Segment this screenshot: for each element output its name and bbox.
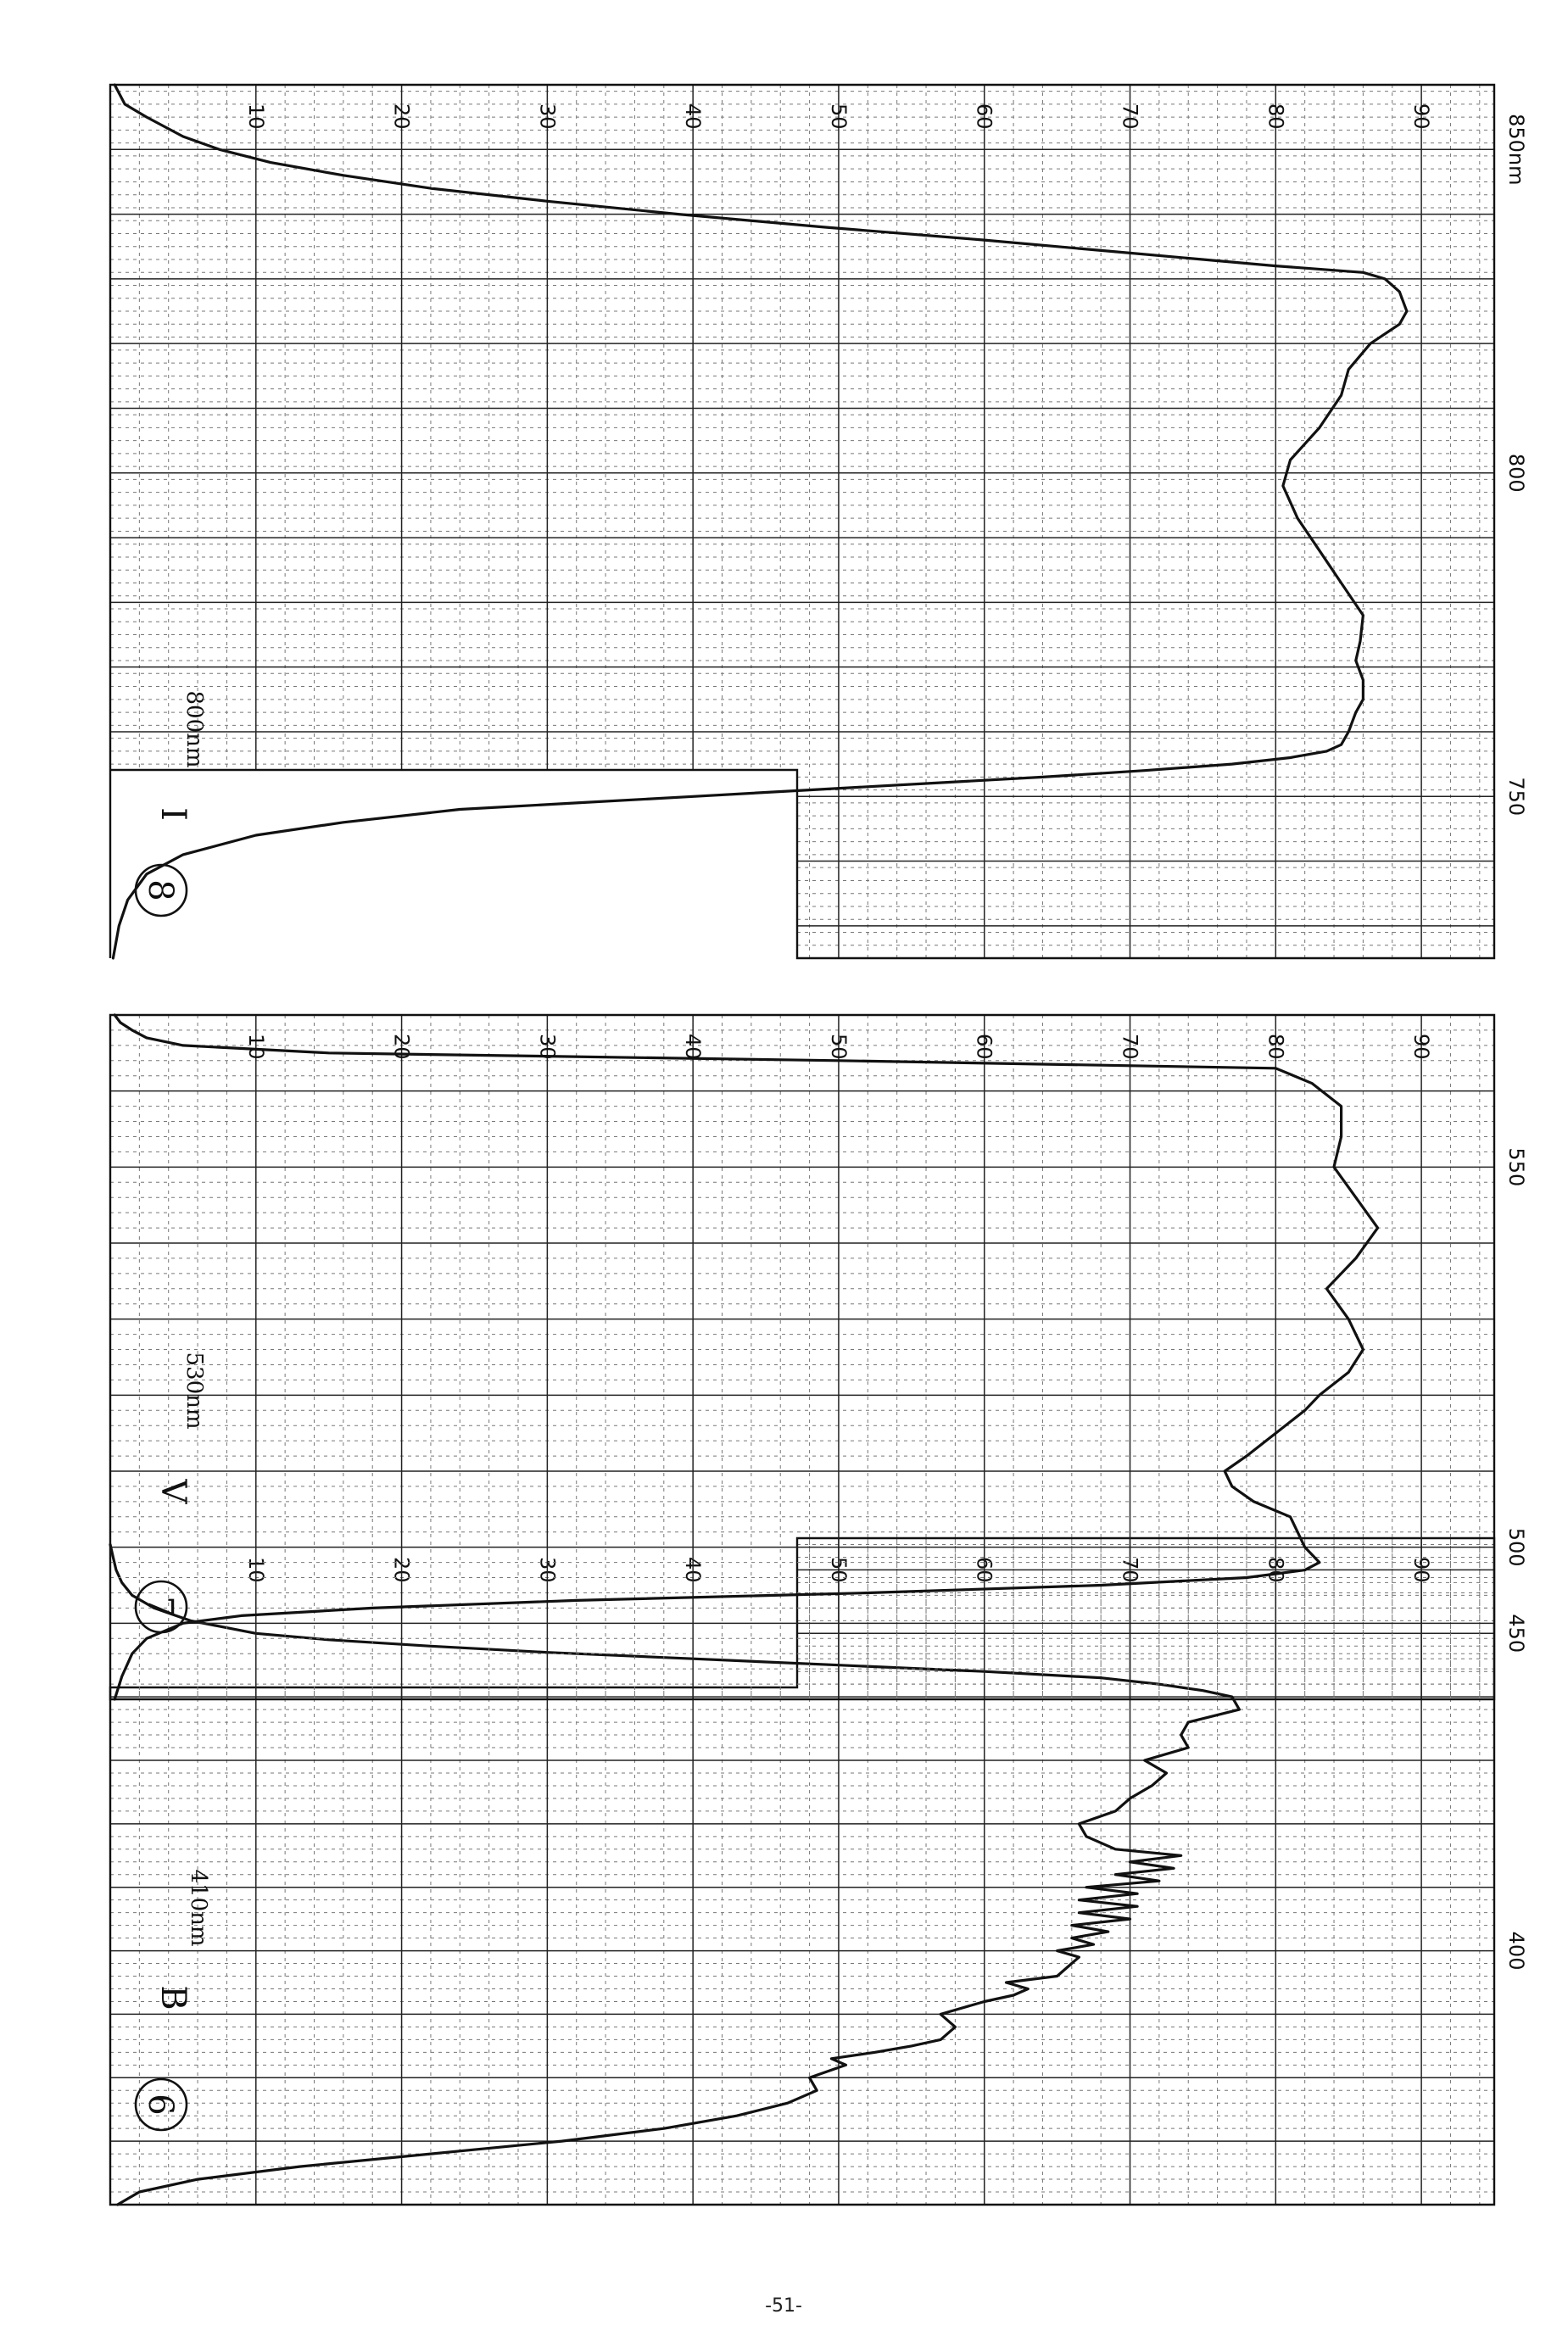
wavelength-tick-label: 850nm bbox=[1504, 114, 1528, 186]
plot-frame bbox=[110, 1015, 1494, 1699]
panel-number: 7 bbox=[141, 1596, 180, 1618]
percent-tick-label: 80 bbox=[1264, 1034, 1288, 1060]
percent-tick-label: 80 bbox=[1264, 103, 1288, 130]
transmission-curve bbox=[113, 85, 1407, 958]
wavelength-tick-label: 750 bbox=[1504, 777, 1528, 817]
grid bbox=[110, 1015, 1494, 1699]
center-wavelength-label: 410nm bbox=[186, 1869, 211, 1947]
percent-tick-label: 90 bbox=[1409, 103, 1434, 130]
wavelength-tick-label: 400 bbox=[1504, 1931, 1528, 1971]
percent-tick-label: 30 bbox=[535, 1034, 560, 1060]
percent-tick-label: 10 bbox=[243, 1034, 268, 1060]
percent-tick-label: 70 bbox=[1118, 1034, 1142, 1060]
band-label: B bbox=[153, 1985, 193, 2010]
percent-tick-label: 30 bbox=[535, 103, 560, 130]
percent-tick-label: 60 bbox=[972, 1034, 996, 1060]
wavelength-tick-label: 500 bbox=[1504, 1527, 1528, 1567]
percent-tick-label: 80 bbox=[1264, 1557, 1288, 1583]
percent-tick-label: 10 bbox=[243, 1557, 268, 1583]
center-wavelength-label: 800nm bbox=[181, 690, 207, 768]
panel-number: 6 bbox=[141, 2094, 180, 2116]
percent-tick-label: 90 bbox=[1409, 1034, 1434, 1060]
page-folio: -51- bbox=[765, 2295, 802, 2317]
percent-tick-label: 10 bbox=[243, 103, 268, 130]
percent-tick-label: 50 bbox=[826, 1557, 851, 1583]
percent-tick-label: 60 bbox=[972, 1557, 996, 1583]
percent-tick-label: 90 bbox=[1409, 1557, 1434, 1583]
percent-tick-label: 20 bbox=[389, 1557, 414, 1583]
wavelength-tick-label: 550 bbox=[1504, 1147, 1528, 1187]
percent-tick-label: 70 bbox=[1118, 103, 1142, 130]
wavelength-tick-label: 800 bbox=[1504, 453, 1528, 493]
panel-number: 8 bbox=[141, 879, 180, 901]
percent-tick-label: 20 bbox=[389, 1034, 414, 1060]
percent-tick-label: 30 bbox=[535, 1557, 560, 1583]
percent-tick-label: 50 bbox=[826, 1034, 851, 1060]
percent-tick-label: 20 bbox=[389, 103, 414, 130]
percent-tick-label: 50 bbox=[826, 103, 851, 130]
percent-tick-label: 40 bbox=[681, 103, 706, 130]
percent-tick-label: 40 bbox=[681, 1034, 706, 1060]
wavelength-tick-label: 450 bbox=[1504, 1614, 1528, 1653]
percent-tick-label: 60 bbox=[972, 103, 996, 130]
panel-7-v-filter bbox=[110, 1015, 1528, 1699]
percent-tick-label: 70 bbox=[1118, 1557, 1142, 1583]
band-label: V bbox=[153, 1479, 193, 1504]
panel-6-b-filter bbox=[110, 1538, 1528, 2205]
band-label: I bbox=[153, 807, 193, 821]
panel-8-i-filter bbox=[110, 85, 1528, 958]
center-wavelength-label: 530nm bbox=[181, 1352, 207, 1430]
percent-tick-label: 40 bbox=[681, 1557, 706, 1583]
